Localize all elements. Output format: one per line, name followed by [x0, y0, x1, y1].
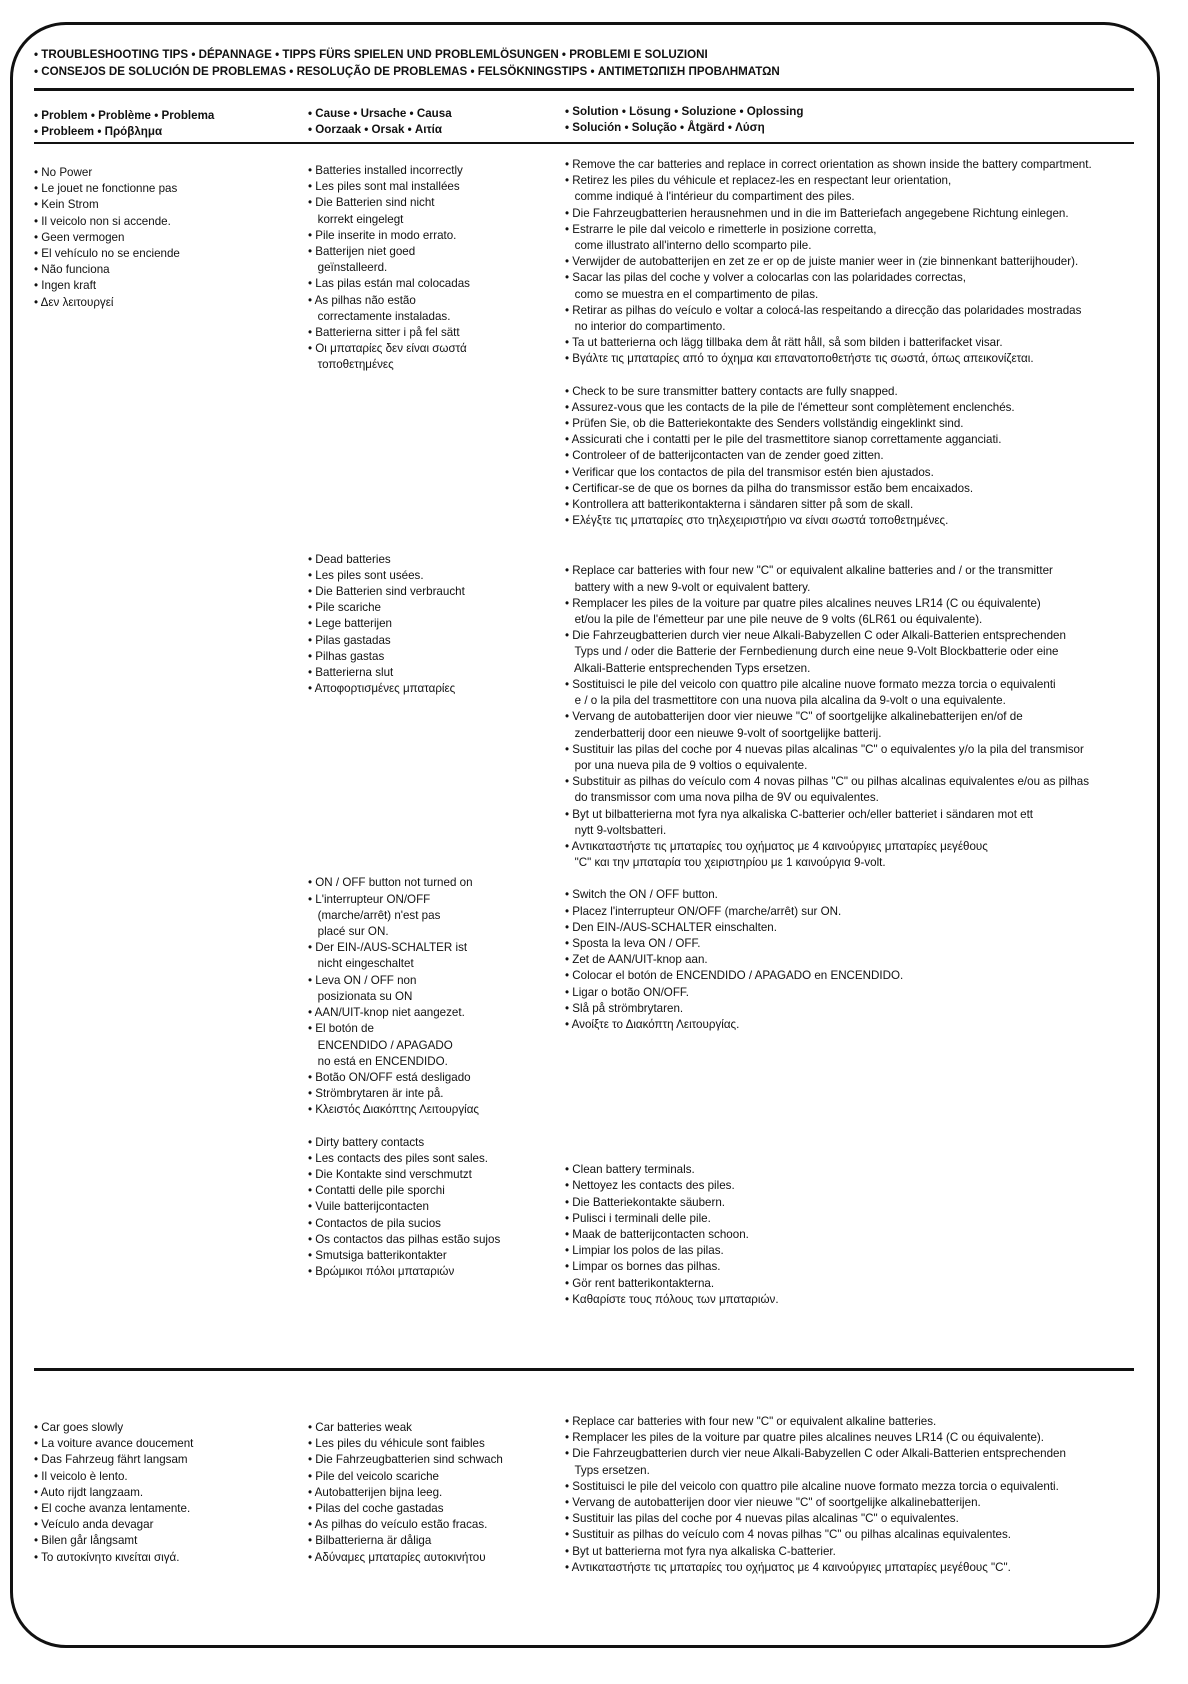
text-line: • Ingen kraft — [34, 279, 97, 293]
text-line: • Contatti delle pile sporchi — [308, 1184, 445, 1198]
text-line: • El coche avanza lentamente. — [34, 1502, 191, 1516]
text-line: • Leva ON / OFF non — [308, 973, 417, 987]
title-line-1: • TROUBLESHOOTING TIPS • DÉPANNAGE • TIPPS FÜRS SPIELEN UND PROBLEMLÖSUNGEN • PROBLEMI E SOLUZIONI — [34, 48, 708, 61]
text-line: • Batterierna slut — [308, 666, 394, 680]
text-line: • Sustituir las pilas del coche por 4 nuevas pilas alcalinas "C" o equivalentes. — [565, 1512, 959, 1526]
text-line: • Sposta la leva ON / OFF. — [565, 936, 701, 950]
text-line: nicht eingeschaltet — [308, 957, 414, 971]
text-line: • Prüfen Sie, ob die Batteriekontakte des Senders vollständig eingeklinkt sind. — [565, 417, 964, 431]
text-line: • Remplacer les piles de la voiture par quatre piles alcalines neuves LR14 (C ou équivalente) — [565, 596, 1041, 610]
text-line: • Auto rijdt langzaam. — [34, 1485, 144, 1499]
text-line: • Vervang de autobatterijen door vier nieuwe "C" of soortgelijke alkalinebatterijen en/of de — [565, 710, 1023, 724]
title-line-2: • CONSEJOS DE SOLUCIÓN DE PROBLEMAS • RESOLUÇÃO DE PROBLEMAS • FELSÖKNINGSTIPS • ΑΝΤΙΜΕΤΩΠΙΣΗ ΠΡΟΒΛΗΜΑΤΩΝ — [34, 65, 780, 78]
text-line: • AAN/UIT-knop niet aangezet. — [308, 1006, 465, 1020]
text-line: • Vervang de autobatterijen door vier nieuwe "C" of soortgelijke alkalinebatterijen. — [565, 1496, 981, 1510]
text-line: • ON / OFF button not turned on — [308, 876, 473, 890]
text-line: • Αποφορτισμένες μπαταρίες — [308, 682, 456, 696]
text-line: • Sustituir las pilas del coche por 4 nuevas pilas alcalinas "C" o equivalentes y/o la pila del transmisor — [565, 742, 1084, 756]
text-line: • Der EIN-/AUS-SCHALTER ist — [308, 941, 468, 955]
text-line: • Maak de batterijcontacten schoon. — [565, 1227, 749, 1241]
solution-clean-terminals — [565, 1162, 1092, 1308]
text-line: • Sostituisci le pile del veicolo con quattro pile alcaline nuove formato mezza torcia o equivalenti — [565, 677, 1056, 691]
text-line: • No Power — [34, 166, 93, 179]
text-line: • Kontrollera att batterikontakterna i sändaren sitter på som de skall. — [565, 498, 914, 512]
text-line: • Les piles du véhicule sont faibles — [308, 1437, 485, 1451]
text-line: • Smutsiga batterikontakter — [308, 1248, 447, 1262]
text-line: • La voiture avance doucement — [34, 1437, 194, 1451]
text-line: • Die Fahrzeugbatterien herausnehmen und in die im Batteriefach angegebene Richtung einlegen. — [565, 206, 1069, 220]
solution-column-section-1 — [565, 157, 1092, 1308]
text-line: • Gör rent batterikontakterna. — [565, 1276, 715, 1290]
text-line: • Pile inserite in modo errato. — [308, 228, 457, 242]
text-line: • Le jouet ne fonctionne pas — [34, 182, 178, 196]
cause-column-section-1 — [308, 163, 500, 1280]
text-line: • Assurez-vous que les contacts de la pile de l'émetteur sont complètement enclenchés. — [565, 400, 1015, 414]
text-line: • Veículo anda devagar — [34, 1518, 154, 1532]
text-line: por una nueva pila de 9 voltios o equivalente. — [565, 758, 808, 772]
text-line: • Remplacer les piles de la voiture par quatre piles alcalines neuves LR14 (C ou équivalente). — [565, 1431, 1045, 1445]
text-line: • Les piles sont usées. — [308, 568, 424, 582]
text-line: do transmissor com uma nova pilha de 9V ou equivalentes. — [565, 791, 879, 805]
page-title — [34, 46, 1134, 80]
text-line: • Les piles sont mal installées — [308, 180, 460, 194]
cause-dirty-contacts — [308, 1135, 500, 1281]
header-rule — [34, 88, 1134, 91]
text-line: • Batterijen niet goed — [308, 245, 416, 259]
cause-column-header: • Cause • Ursache • Causa • Oorzaak • Orsak • Αιτία — [308, 107, 452, 137]
text-line: • Αδύναμες μπαταρίες αυτοκινήτου — [308, 1550, 486, 1564]
text-line: • Οι μπαταρίες δεν είναι σωστά — [308, 342, 467, 356]
text-line: • Lege batterijen — [308, 617, 392, 631]
text-line: • Αντικαταστήστε τις μπαταρίες του οχήματος με 4 καινούργιες μπαταρίες μεγέθους — [565, 839, 988, 853]
problem-list — [34, 165, 180, 311]
text-line: • El vehículo no se enciende — [34, 247, 180, 261]
text-line: • Os contactos das pilhas estão sujos — [308, 1232, 501, 1246]
text-line: • Sostituisci le pile del veicolo con quattro pile alcaline nuove formato mezza torcia o equivalenti. — [565, 1479, 1059, 1493]
text-line: • Slå på strömbrytaren. — [565, 1001, 684, 1015]
text-line: • Les contacts des piles sont sales. — [308, 1151, 488, 1165]
text-line: • Substituir as pilhas do veículo com 4 novas pilhas "C" ou pilhas alcalinas equivalentes e/ou as pilhas — [565, 775, 1090, 789]
text-line: • Sacar las pilas del coche y volver a colocarlas con las polaridades correctas, — [565, 271, 967, 285]
solution-list — [565, 1414, 1066, 1576]
text-line: "C" και την μπαταρία του χειριστηρίου με 1 καινούργια 9-volt. — [565, 856, 886, 870]
text-line: • Die Batterien sind nicht — [308, 196, 435, 210]
solution-check-transmitter-contacts — [565, 384, 1092, 530]
text-line: • Die Batteriekontakte säubern. — [565, 1195, 726, 1209]
text-line: • El botón de — [308, 1022, 374, 1036]
text-line: • Βγάλτε τις μπαταρίες από το όχημα και επανατοποθετήστε τις σωστά, όπως απεικονίζεται. — [565, 352, 1034, 366]
text-line: • Colocar el botón de ENCENDIDO / APAGADO en ENCENDIDO. — [565, 969, 904, 983]
text-line: • Byt ut bilbatterierna mot fyra nya alkaliska C-batterier och/eller batteriet i sändaren mot ett — [565, 807, 1034, 821]
text-line: • Switch the ON / OFF button. — [565, 888, 718, 902]
text-line: • Το αυτοκίνητο κινείται σιγά. — [34, 1550, 180, 1564]
text-line: • Das Fahrzeug fährt langsam — [34, 1453, 188, 1467]
text-line: • Βρώμικοι πόλοι μπαταριών — [308, 1265, 455, 1279]
text-line: • Certificar-se de que os bornes da pilha do transmissor estão bem encaixados. — [565, 481, 974, 495]
text-line: • Pilhas gastas — [308, 649, 385, 663]
text-line: no está en ENCENDIDO. — [308, 1054, 448, 1068]
solution-switch-on — [565, 887, 1092, 1033]
text-line: • Il veicolo non si accende. — [34, 214, 171, 228]
text-line: placé sur ON. — [308, 925, 389, 939]
text-line: • Pile del veicolo scariche — [308, 1469, 440, 1483]
text-line: • Replace car batteries with four new "C" or equivalent alkaline batteries. — [565, 1415, 937, 1428]
text-line: • Κλειστός Διακόπτης Λειτουργίας — [308, 1103, 480, 1117]
text-line: • Καθαρίστε τους πόλους των μπαταριών. — [565, 1292, 779, 1306]
text-line: posizionata su ON — [308, 989, 413, 1003]
text-line: correctamente instaladas. — [308, 309, 451, 323]
text-line: • Bilbatterierna är dåliga — [308, 1534, 432, 1548]
solution-column-header: • Solution • Lösung • Soluzione • Oplossing • Solución • Solução • Åtgärd • Λύση — [565, 105, 804, 135]
text-line: • Δεν λειτουργεί — [34, 295, 114, 309]
text-line: • Ta ut batterierna och lägg tillbaka dem åt rätt håll, så som bilden i batterifacket visar. — [565, 336, 1003, 350]
text-line: • Check to be sure transmitter battery contacts are fully snapped. — [565, 384, 898, 398]
text-line: • Die Fahrzeugbatterien sind schwach — [308, 1453, 503, 1467]
text-line: • Ελέγξτε τις μπαταρίες στο τηλεχειριστήριο να είναι σωστά τοποθετημένες. — [565, 514, 949, 528]
text-line: e / o la pila del trasmettitore con una nuova pila alcalina da 9-volt o una equivalente. — [565, 694, 1006, 708]
text-line: zenderbatterij door een nieuwe 9-volt of soortgelijke batterij. — [565, 726, 882, 740]
text-line: • Batteries installed incorrectly — [308, 164, 463, 177]
text-line: geïnstalleerd. — [308, 261, 388, 275]
problem-column-header: • Problem • Problème • Problema • Probleem • Πρόβλημα — [34, 109, 215, 139]
text-line: • Controleer of de batterijcontacten van de zender goed zitten. — [565, 449, 884, 463]
text-line: • Não funciona — [34, 263, 110, 277]
cause-batteries-incorrect — [308, 163, 500, 374]
text-line: • Die Kontakte sind verschmutzt — [308, 1167, 472, 1181]
text-line: • Ligar o botão ON/OFF. — [565, 985, 689, 999]
text-line: comme indiqué à l'intérieur du compartiment des piles. — [565, 190, 855, 204]
cause-car-batteries-weak — [308, 1420, 503, 1566]
text-line: no interior do compartimento. — [565, 320, 726, 334]
cause-dead-batteries — [308, 552, 500, 698]
text-line: korrekt eingelegt — [308, 212, 404, 226]
text-line: • Strömbrytaren är inte på. — [308, 1087, 444, 1101]
text-line: • Sustituir as pilhas do veículo com 4 novas pilhas "C" ou pilhas alcalinas equivalentes. — [565, 1528, 1012, 1542]
text-line: • Dead batteries — [308, 552, 391, 566]
text-line: • Nettoyez les contacts des piles. — [565, 1179, 735, 1193]
text-line: • Placez l'interrupteur ON/OFF (marche/arrêt) sur ON. — [565, 904, 842, 918]
text-line: • Remove the car batteries and replace in correct orientation as shown inside the battery compartment. — [565, 158, 1092, 171]
text-line: • Pile scariche — [308, 601, 382, 615]
text-line: • Ανοίξτε το Διακόπτη Λειτουργίας. — [565, 1017, 740, 1031]
text-line: • Contactos de pila sucios — [308, 1216, 441, 1230]
text-line: • Las pilas están mal colocadas — [308, 277, 470, 291]
cause-switch-off — [308, 875, 500, 1118]
cause-list — [308, 1420, 503, 1566]
text-line: nytt 9-voltsbatteri. — [565, 823, 667, 837]
text-line: • Autobatterijen bijna leeg. — [308, 1485, 443, 1499]
text-line: • Assicurati che i contatti per le pile del trasmettitore sianop correttamente agganciati. — [565, 433, 1002, 447]
text-line: • Clean battery terminals. — [565, 1163, 695, 1177]
text-line: • Byt ut batterierna mot fyra nya alkaliska C-batterier. — [565, 1544, 836, 1558]
text-line: • Replace car batteries with four new "C" or equivalent alkaline batteries and / or the transmitter — [565, 564, 1053, 578]
text-line: • Verificar que los contactos de pila del transmisor estén bien ajustados. — [565, 465, 934, 479]
text-line: • Verwijder de autobatterijen en zet ze er op de juiste manier weer in (zie binnenkant batterijhouder). — [565, 255, 1079, 269]
text-line: • Limpar os bornes das pilhas. — [565, 1260, 721, 1274]
text-line: • Car goes slowly — [34, 1421, 124, 1434]
solution-replace-batteries — [565, 563, 1092, 871]
text-line: • As pilhas não estão — [308, 293, 416, 307]
text-line: battery with a new 9-volt or equivalent battery. — [565, 580, 811, 594]
text-line: • Zet de AAN/UIT-knop aan. — [565, 953, 708, 967]
text-line: • Die Batterien sind verbraucht — [308, 585, 465, 599]
column-header-rule — [34, 142, 1134, 144]
text-line: • Limpiar los polos de las pilas. — [565, 1244, 724, 1258]
text-line: • As pilhas do veículo estão fracas. — [308, 1518, 488, 1532]
text-line: • Pilas gastadas — [308, 633, 391, 647]
text-line: • Estrarre le pile dal veicolo e rimetterle in posizione corretta, — [565, 222, 877, 236]
text-line: • Bilen går långsamt — [34, 1534, 138, 1548]
text-line: ENCENDIDO / APAGADO — [308, 1038, 453, 1052]
text-line: • Retirez les piles du véhicule et replacez-les en respectant leur orientation, — [565, 174, 952, 188]
text-line: • Den EIN-/AUS-SCHALTER einschalten. — [565, 920, 777, 934]
text-line: • Pulisci i terminali delle pile. — [565, 1211, 711, 1225]
text-line: (marche/arrêt) n'est pas — [308, 908, 441, 922]
text-line: • Retirar as pilhas do veículo e voltar a colocá-las respeitando a direcção das polaridades mostradas — [565, 303, 1082, 317]
text-line: • Αντικαταστήστε τις μπαταρίες του οχήματος με 4 καινούργιες μπαταρίες μεγέθους "C". — [565, 1560, 1011, 1574]
text-line: • L'interrupteur ON/OFF — [308, 892, 431, 906]
text-line: • Die Fahrzeugbatterien durch vier neue Alkali-Babyzellen C oder Alkali-Batterien entsprechenden — [565, 629, 1066, 643]
text-line: et/ou la pile de l'émetteur par une pile neuve de 9 volts (6LR61 ou équivalente). — [565, 613, 983, 627]
text-line: • Geen vermogen — [34, 230, 125, 244]
text-line: • Batterierna sitter i på fel sätt — [308, 326, 460, 340]
text-line: Typs ersetzen. — [565, 1463, 650, 1477]
text-line: • Botão ON/OFF está desligado — [308, 1070, 471, 1084]
text-line: • Pilas del coche gastadas — [308, 1502, 444, 1516]
text-line: • Kein Strom — [34, 198, 99, 212]
problem-car-slow — [34, 1420, 193, 1566]
text-line: τοποθετημένες — [308, 358, 394, 372]
text-line: come illustrato all'interno dello scomparto pile. — [565, 239, 812, 253]
solution-reinsert-batteries — [565, 157, 1092, 368]
solution-replace-car-batteries — [565, 1414, 1066, 1576]
text-line: • Car batteries weak — [308, 1421, 412, 1434]
section-divider — [34, 1368, 1134, 1371]
text-line: • Vuile batterijcontacten — [308, 1200, 429, 1214]
text-line: Typs und / oder die Batterie der Fernbedienung durch eine neue 9-Volt Blockbatterie oder eine — [565, 645, 1059, 659]
text-line: • Dirty battery contacts — [308, 1135, 425, 1149]
text-line: • Il veicolo è lento. — [34, 1469, 128, 1483]
problem-no-power — [34, 165, 180, 311]
problem-list — [34, 1420, 193, 1566]
text-line: Alkali-Batterie entsprechenden Typs ersetzen. — [565, 661, 811, 675]
text-line: • Die Fahrzeugbatterien durch vier neue Alkali-Babyzellen C oder Alkali-Batterien entsprechenden — [565, 1447, 1066, 1461]
text-line: como se muestra en el compartimento de pilas. — [565, 287, 819, 301]
